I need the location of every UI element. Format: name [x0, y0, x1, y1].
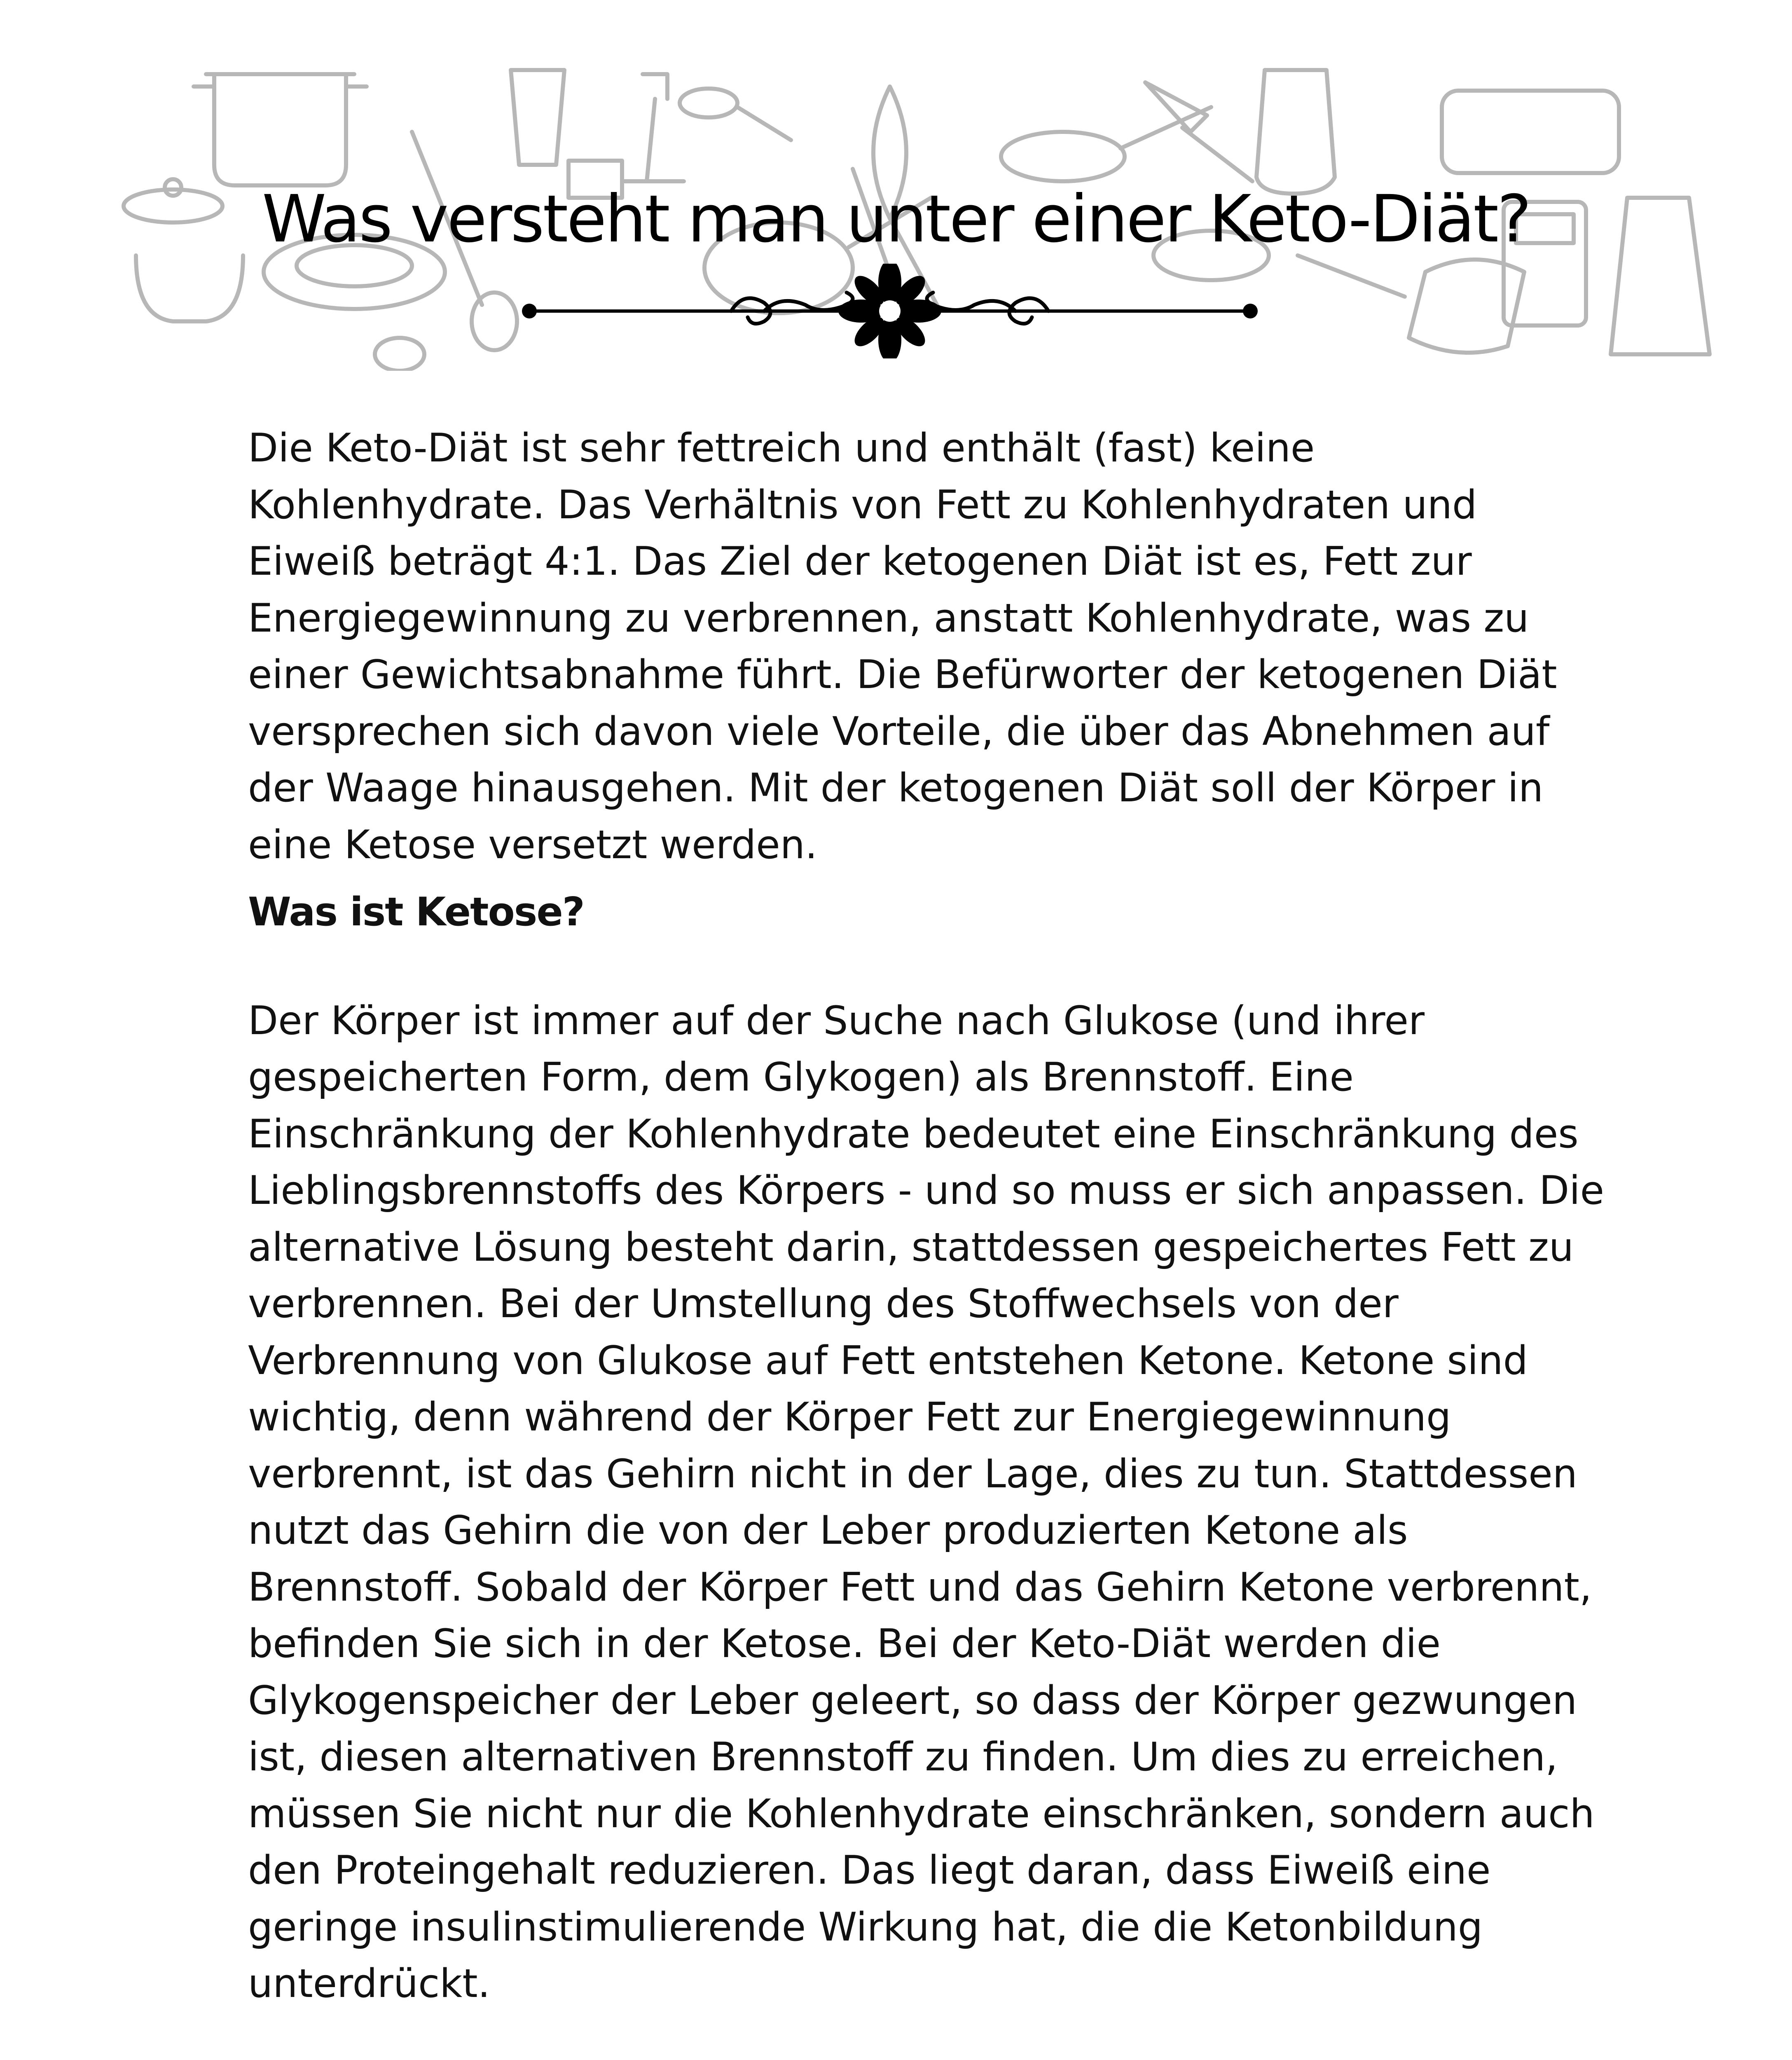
ketosis-paragraph: Der Körper ist immer auf der Suche nach Glukose (und ihrer gespeicherten Form, dem Glykogen) als Brennstoff. Eine Einschränkung der Kohlenhydrate bedeutet eine Einschränkung des Lieblingsbrennstoffs des Körpers - und so muss er sich anpassen. Die alternative Lösung besteht darin, stattdessen gespeichertes Fett zu verbrennen. Bei der Umstellung des Stoffwechsels von der Verbrennung von Glukose auf Fett entstehen Ketone. Ketone sind wichtig, denn während der Körper Fett zur Energiegewinnung verbrennt, ist das Gehirn nicht in der Lage, dies zu tun. Stattdessen nutzt das Gehirn die von der Leber produzierten Ketone als Brennstoff. Sobald der Körper Fett und das Gehirn Ketone verbrennt, befinden Sie sich in der Ketose. Bei der Keto-Diät werden die Glykogenspeicher der Leber geleert, so dass der Körper gezwungen ist, diesen alternativen Brennstoff zu finden. Um dies zu erreichen, müssen Sie nicht nur die Kohlenhydrate einschränken, sondern auch den Proteingehalt reduzieren. Das liegt daran, dass Eiweiß eine geringe insulinstimulierende Wirkung hat, die die Ketonbildung unterdrückt. [248, 998, 1605, 2006]
article-body [248, 420, 1607, 2013]
page-title: Was versteht man unter einer Keto-Diät? [262, 181, 1530, 257]
title-divider-ornament [517, 264, 1263, 358]
intro-paragraph: Die Keto-Diät ist sehr fettreich und enthält (fast) keine Kohlenhydrate. Das Verhältnis von Fett zu Kohlenhydraten und Eiweiß beträgt 4:1. Das Ziel der ketogenen Diät ist es, Fett zur Energiegewinnung zu verbrennen, anstatt Kohlenhydrate, was zu einer Gewichtsabnahme führt. Die Befürworter der ketogenen Diät versprechen sich davon viele Vorteile, die über das Abnehmen auf der Waage hinausgehen. Mit der ketogenen Diät soll der Körper in eine Ketose versetzt werden. [248, 426, 1557, 868]
section-heading: Was ist Ketose? [248, 890, 584, 935]
